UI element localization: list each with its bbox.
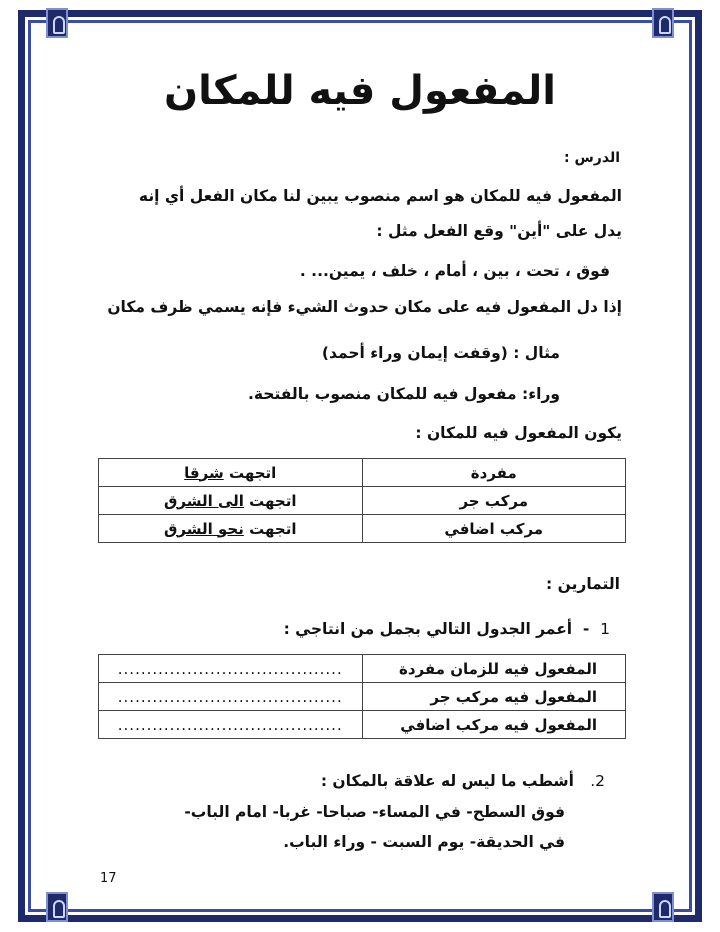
corner-ornament-bottom-left xyxy=(46,892,68,922)
exercise-row-blank[interactable]: ....................................... xyxy=(99,655,363,683)
exercises-heading: التمارين : xyxy=(546,575,620,593)
table-row xyxy=(99,459,626,487)
table-row xyxy=(99,683,626,711)
page-number: 17 xyxy=(100,871,117,886)
table-row xyxy=(99,487,626,515)
example-sentence: مثال : (وقفت إيمان وراء أحمد) xyxy=(321,344,560,362)
rule-line: إذا دل المفعول فيه على مكان حدوث الشيء فإنه يسمي ظرف مكان xyxy=(107,298,622,316)
definition-line-1: المفعول فيه للمكان هو اسم منصوب يبين لنا مكان الفعل أي إنه xyxy=(138,187,622,205)
exercise-row-blank[interactable]: ....................................... xyxy=(99,683,363,711)
form-type: مركب جر xyxy=(362,487,626,515)
table-row xyxy=(99,655,626,683)
table-row xyxy=(99,711,626,739)
form-example: اتجهت الى الشرق xyxy=(99,487,363,515)
exercise-2-text: أشطب ما ليس له علاقة بالمكان : xyxy=(320,772,574,790)
exercise-2 xyxy=(321,772,605,790)
exercise-row-label: المفعول فيه مركب جر xyxy=(362,683,626,711)
exercise-2-line-1: فوق السطح- في المساء- صباحا- غربا- امام الباب- xyxy=(184,803,565,821)
exercise-row-label: المفعول فيه مركب اضافي xyxy=(362,711,626,739)
exercise-row-label: المفعول فيه للزمان مفردة xyxy=(362,655,626,683)
exercise-1-text: أعمر الجدول التالي بجمل من انتاجي : xyxy=(283,620,573,638)
exercise-2-number: 2. xyxy=(590,772,605,790)
form-type: مفردة xyxy=(362,459,626,487)
exercise-row-blank[interactable]: ....................................... xyxy=(99,711,363,739)
examples-list: فوق ، تحت ، بين ، أمام ، خلف ، يمين... . xyxy=(299,262,610,280)
exercise-table xyxy=(98,654,626,739)
page-title: المفعول فيه للمكان xyxy=(164,68,556,114)
lesson-label: الدرس : xyxy=(564,150,620,166)
table-row xyxy=(99,515,626,543)
forms-heading: يكون المفعول فيه للمكان : xyxy=(415,424,622,442)
form-example: اتجهت شرقا xyxy=(99,459,363,487)
form-example: اتجهت نحو الشرق xyxy=(99,515,363,543)
form-type: مركب اضافي xyxy=(362,515,626,543)
corner-ornament-top-left xyxy=(46,8,68,38)
definition-line-2: يدل على "أين" وقع الفعل مثل : xyxy=(376,222,622,240)
corner-ornament-bottom-right xyxy=(652,892,674,922)
exercise-2-line-2: في الحديقة- يوم السبت - وراء الباب. xyxy=(283,833,565,851)
forms-table xyxy=(98,458,626,543)
parsing-line: وراء: مفعول فيه للمكان منصوب بالفتحة. xyxy=(247,385,560,403)
exercise-1: 1 - أعمر الجدول التالي بجمل من انتاجي : xyxy=(283,620,610,638)
corner-ornament-top-right xyxy=(652,8,674,38)
exercise-1-number: 1 xyxy=(600,620,610,638)
